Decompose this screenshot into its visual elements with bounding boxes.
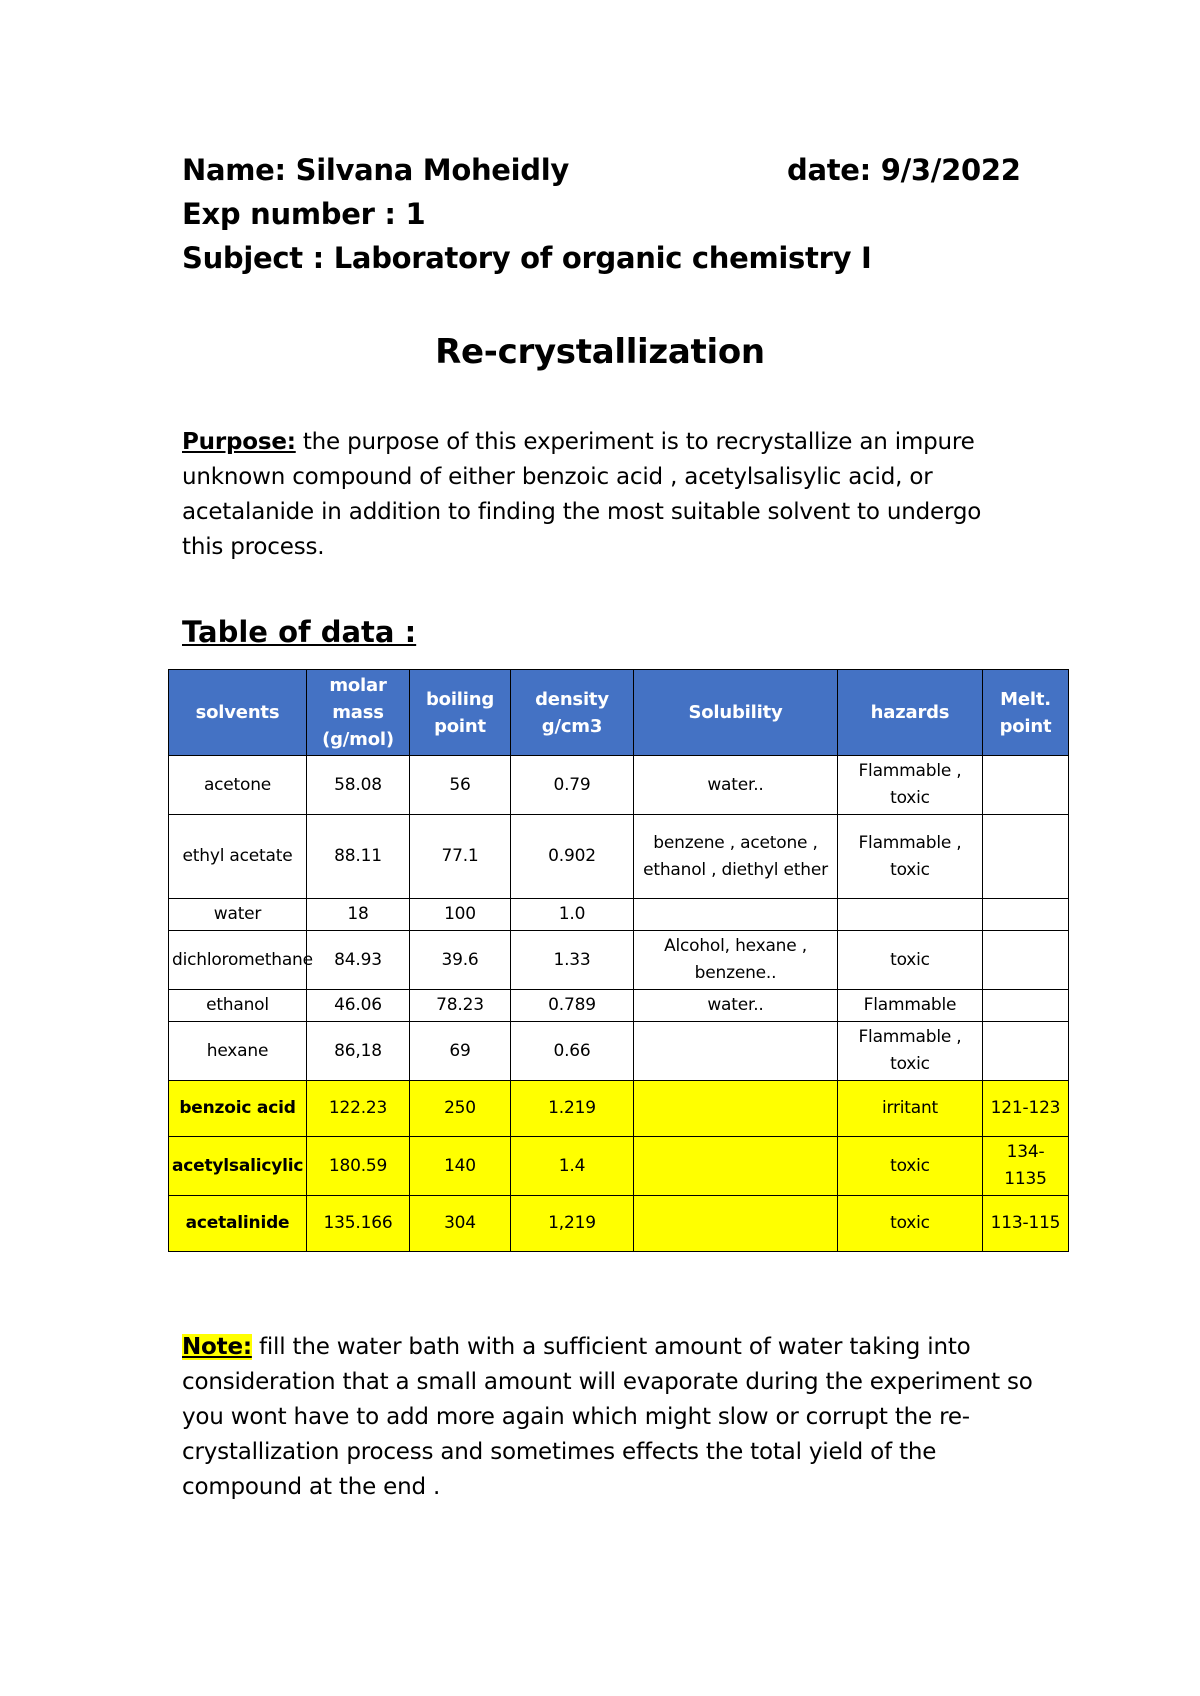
cell-hazards: Flammable , toxic bbox=[838, 815, 983, 899]
note-label: Note: bbox=[182, 1334, 252, 1360]
col-header-boiling-point: boiling point bbox=[410, 670, 511, 756]
cell-solvent: ethanol bbox=[169, 990, 307, 1022]
col-header-hazards: hazards bbox=[838, 670, 983, 756]
cell-solvent: dichloromethane bbox=[169, 931, 307, 990]
cell-hazards: Flammable , toxic bbox=[838, 1022, 983, 1081]
cell-solubility: benzene , acetone , ethanol , diethyl ether bbox=[634, 815, 838, 899]
cell-boiling-point: 100 bbox=[410, 899, 511, 931]
cell-density: 0.66 bbox=[511, 1022, 634, 1081]
cell-boiling-point: 77.1 bbox=[410, 815, 511, 899]
cell-solubility bbox=[634, 1196, 838, 1252]
cell-hazards bbox=[838, 899, 983, 931]
col-header-solubility: Solubility bbox=[634, 670, 838, 756]
cell-solvent: acetone bbox=[169, 756, 307, 815]
cell-hazards: irritant bbox=[838, 1081, 983, 1137]
col-header-solvents: solvents bbox=[169, 670, 307, 756]
cell-compound: benzoic acid bbox=[169, 1081, 307, 1137]
table-header-row bbox=[169, 670, 1069, 756]
table-row-highlighted bbox=[169, 1081, 1069, 1137]
cell-density: 1.33 bbox=[511, 931, 634, 990]
table-row bbox=[169, 990, 1069, 1022]
purpose-paragraph bbox=[182, 425, 1022, 565]
cell-solubility: Alcohol, hexane , benzene.. bbox=[634, 931, 838, 990]
student-name: Name: Silvana Moheidly bbox=[182, 153, 570, 187]
cell-boiling-point: 56 bbox=[410, 756, 511, 815]
cell-compound: acetalinide bbox=[169, 1196, 307, 1252]
cell-solubility: water.. bbox=[634, 990, 838, 1022]
cell-solubility bbox=[634, 1081, 838, 1137]
col-header-density: density g/cm3 bbox=[511, 670, 634, 756]
cell-melt-point bbox=[983, 990, 1069, 1022]
cell-molar-mass: 18 bbox=[307, 899, 410, 931]
table-row bbox=[169, 756, 1069, 815]
col-header-melt-point: Melt. point bbox=[983, 670, 1069, 756]
cell-solvent: ethyl acetate bbox=[169, 815, 307, 899]
cell-melt-point bbox=[983, 899, 1069, 931]
cell-density: 0.789 bbox=[511, 990, 634, 1022]
cell-solvent: water bbox=[169, 899, 307, 931]
cell-boiling-point: 78.23 bbox=[410, 990, 511, 1022]
cell-hazards: Flammable , toxic bbox=[838, 756, 983, 815]
cell-compound: acetylsalicylic bbox=[169, 1137, 307, 1196]
cell-melt-point: 113-115 bbox=[983, 1196, 1069, 1252]
note-paragraph bbox=[182, 1330, 1042, 1505]
subject: Subject : Laboratory of organic chemistry I bbox=[182, 241, 872, 275]
cell-boiling-point: 304 bbox=[410, 1196, 511, 1252]
cell-boiling-point: 250 bbox=[410, 1081, 511, 1137]
table-row-highlighted bbox=[169, 1196, 1069, 1252]
purpose-label: Purpose: bbox=[182, 429, 296, 455]
cell-solubility bbox=[634, 1137, 838, 1196]
cell-solubility: water.. bbox=[634, 756, 838, 815]
cell-boiling-point: 69 bbox=[410, 1022, 511, 1081]
cell-boiling-point: 39.6 bbox=[410, 931, 511, 990]
cell-melt-point: 121-123 bbox=[983, 1081, 1069, 1137]
cell-molar-mass: 88.11 bbox=[307, 815, 410, 899]
table-heading: Table of data : bbox=[182, 615, 417, 649]
cell-molar-mass: 86,18 bbox=[307, 1022, 410, 1081]
cell-density: 1.0 bbox=[511, 899, 634, 931]
cell-hazards: toxic bbox=[838, 1196, 983, 1252]
cell-hazards: toxic bbox=[838, 931, 983, 990]
cell-density: 1.4 bbox=[511, 1137, 634, 1196]
cell-molar-mass: 58.08 bbox=[307, 756, 410, 815]
table-row bbox=[169, 931, 1069, 990]
table-row bbox=[169, 1022, 1069, 1081]
cell-density: 0.79 bbox=[511, 756, 634, 815]
cell-solubility bbox=[634, 1022, 838, 1081]
cell-hazards: toxic bbox=[838, 1137, 983, 1196]
name-line bbox=[182, 148, 1022, 192]
cell-density: 0.902 bbox=[511, 815, 634, 899]
cell-melt-point bbox=[983, 1022, 1069, 1081]
cell-molar-mass: 135.166 bbox=[307, 1196, 410, 1252]
col-header-molar-mass: molar mass (g/mol) bbox=[307, 670, 410, 756]
table-row bbox=[169, 899, 1069, 931]
document-header bbox=[182, 148, 1022, 280]
cell-melt-point: 134-1135 bbox=[983, 1137, 1069, 1196]
cell-solubility bbox=[634, 899, 838, 931]
cell-solvent: hexane bbox=[169, 1022, 307, 1081]
table-row-highlighted bbox=[169, 1137, 1069, 1196]
cell-boiling-point: 140 bbox=[410, 1137, 511, 1196]
exp-number: Exp number : 1 bbox=[182, 197, 426, 231]
data-table bbox=[168, 669, 1069, 1252]
cell-molar-mass: 122.23 bbox=[307, 1081, 410, 1137]
cell-hazards: Flammable bbox=[838, 990, 983, 1022]
table-row bbox=[169, 815, 1069, 899]
date-field: date: 9/3/2022 bbox=[787, 153, 1021, 187]
cell-melt-point bbox=[983, 756, 1069, 815]
cell-density: 1.219 bbox=[511, 1081, 634, 1137]
cell-molar-mass: 180.59 bbox=[307, 1137, 410, 1196]
cell-molar-mass: 46.06 bbox=[307, 990, 410, 1022]
cell-density: 1,219 bbox=[511, 1196, 634, 1252]
page-title: Re-crystallization bbox=[435, 332, 765, 372]
cell-melt-point bbox=[983, 815, 1069, 899]
purpose-text: the purpose of this experiment is to recrystallize an impure unknown compound of either benzoic acid , acetylsalisylic acid, or acetalanide in addition to finding the most suitable solvent to undergo this process. bbox=[182, 429, 982, 560]
cell-melt-point bbox=[983, 931, 1069, 990]
cell-molar-mass: 84.93 bbox=[307, 931, 410, 990]
note-text: fill the water bath with a sufficient amount of water taking into consideration that a small amount will evaporate during the experiment so you wont have to add more again which might slow or corrupt the re-crystallization process and sometimes effects the total yield of the compound at the end . bbox=[182, 1334, 1033, 1500]
